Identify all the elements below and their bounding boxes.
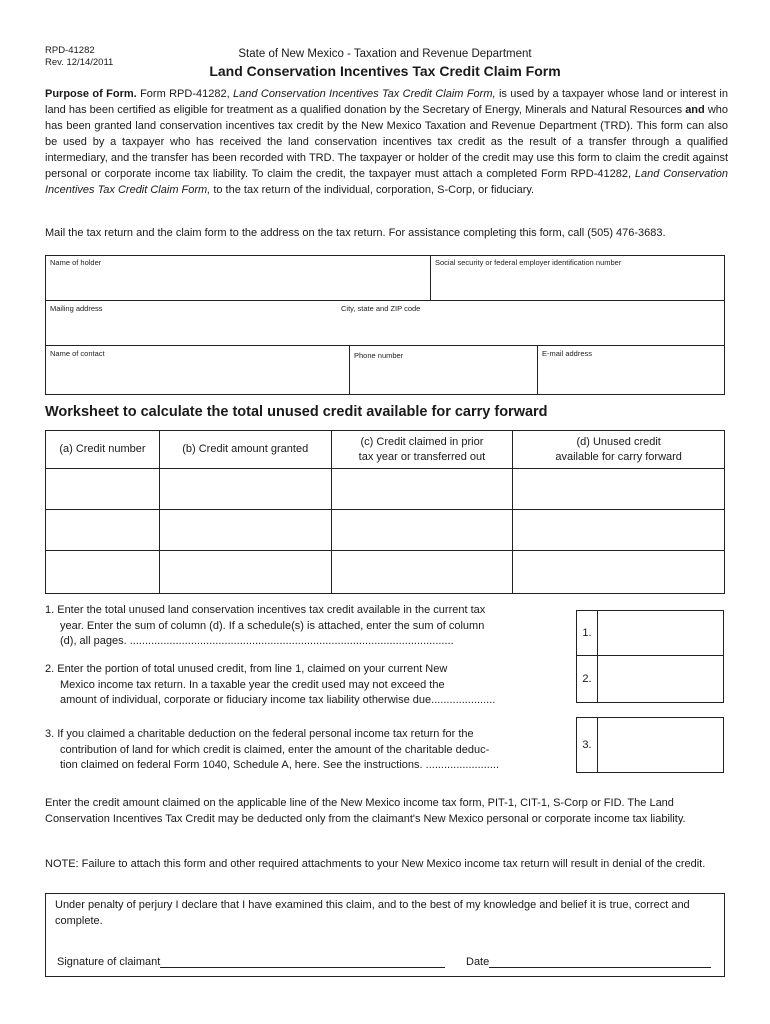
col-c-header-line2: tax year or transferred out xyxy=(358,450,486,463)
phone-field[interactable] xyxy=(349,345,538,395)
mailing-address-field[interactable] xyxy=(45,300,725,346)
signature-field[interactable] xyxy=(57,956,445,968)
cell-credit-number[interactable] xyxy=(46,551,160,594)
col-d-header-line2: available for carry forward xyxy=(555,450,682,463)
cell-unused-credit[interactable] xyxy=(513,551,725,594)
cell-credit-claimed[interactable] xyxy=(331,510,513,551)
cell-credit-number[interactable] xyxy=(46,469,160,510)
ssn-fein-field[interactable] xyxy=(430,255,725,301)
line-3-text xyxy=(45,727,565,774)
line-3-c: tion claimed on federal Form 1040, Schedule A, here. See the instructions. ........................ xyxy=(60,759,500,771)
line-1-number: 1. xyxy=(577,611,598,655)
cell-credit-granted[interactable] xyxy=(159,551,331,594)
revision-date: Rev. 12/14/2011 xyxy=(45,57,114,68)
line-3-input[interactable] xyxy=(576,717,724,773)
table-row xyxy=(46,469,725,510)
agency-name: State of New Mexico - Taxation and Revenue Department xyxy=(238,48,532,60)
line-3-b: contribution of land for which credit is claimed, enter the amount of the charitable deduc- xyxy=(60,743,490,756)
cell-credit-number[interactable] xyxy=(46,510,160,551)
line-2-c: amount of individual, corporate or fiduciary income tax liability otherwise due..................... xyxy=(60,694,496,706)
form-title: Land Conservation Incentives Tax Credit Claim Form xyxy=(209,63,561,79)
claim-instructions: Enter the credit amount claimed on the applicable line of the New Mexico income tax form, PIT-1, CIT-1, S-Corp or FID. The Land Conservation Incentives Tax Credit may be deducted only from the claimant's New Mexico personal or corporate income tax liability. xyxy=(45,797,686,825)
line-2-text xyxy=(45,662,565,709)
contact-name-label: Name of contact xyxy=(50,349,105,358)
perjury-statement: Under penalty of perjury I declare that I have examined this claim, and to the best of my knowledge and belief it is true, correct and complete. xyxy=(55,899,690,927)
table-row xyxy=(46,551,725,594)
holder-name-label: Name of holder xyxy=(50,258,102,267)
purpose-text-3: who has been granted land conservation incentives tax credit by the New Mexico Taxation and Revenue Department (TRD). This form can also be used by a taxpayer who has received the land conservation incentives tax credit as the result of a transfer through a qualified intermediary, and the transfer has been recorded with TRD. The taxpayer or holder of the credit may use this form to claim the credit against personal or corporate income tax liability. To claim the credit, the taxpayer must attach a completed Form RPD-41282, xyxy=(45,104,729,180)
signature-label: Signature of claimant xyxy=(57,956,161,968)
line-1-text xyxy=(45,603,565,650)
mailing-address-label: Mailing address xyxy=(50,304,103,313)
worksheet-header-row xyxy=(46,431,725,469)
col-c-header xyxy=(331,431,513,469)
purpose-text-2: is used by a taxpayer whose land or interest in land has been certified as eligible for treatment as a qualified donation by the Secretary of Energy, Minerals and Natural Resources xyxy=(45,88,728,116)
cell-credit-granted[interactable] xyxy=(159,469,331,510)
line-2-b: Mexico income tax return. In a taxable year the credit used may not exceed the xyxy=(60,678,445,691)
col-c-header-line1: (c) Credit claimed in prior xyxy=(360,435,484,448)
col-b-header: (b) Credit amount granted xyxy=(159,431,331,469)
col-a-header: (a) Credit number xyxy=(46,431,160,469)
perjury-declaration-box xyxy=(45,893,725,977)
city-state-zip-label: City, state and ZIP code xyxy=(341,304,421,313)
phone-label: Phone number xyxy=(354,351,404,360)
cell-credit-claimed[interactable] xyxy=(331,469,513,510)
holder-name-field[interactable] xyxy=(45,255,431,301)
line-1-a: 1. Enter the total unused land conservation incentives tax credit available in the current tax xyxy=(45,604,486,616)
line-3-number: 3. xyxy=(577,718,598,772)
purpose-heading: Purpose of Form. xyxy=(45,88,137,100)
email-field[interactable] xyxy=(537,345,725,395)
cell-credit-claimed[interactable] xyxy=(331,551,513,594)
purpose-form-name: Land Conservation Incentives Tax Credit Claim Form, xyxy=(233,88,496,100)
date-field[interactable] xyxy=(466,956,711,968)
col-d-header-line1: (d) Unused credit xyxy=(576,435,661,448)
date-line xyxy=(489,956,711,968)
mail-instructions: Mail the tax return and the claim form to the address on the tax return. For assistance completing this form, call (505) 476-3683. xyxy=(45,227,666,239)
signature-line xyxy=(160,956,445,968)
worksheet-table xyxy=(45,430,725,594)
table-row xyxy=(46,510,725,551)
worksheet-title: Worksheet to calculate the total unused credit available for carry forward xyxy=(45,404,548,420)
col-d-header xyxy=(513,431,725,469)
line-2-input[interactable] xyxy=(576,655,724,703)
purpose-text-1: Form RPD-41282, xyxy=(140,88,230,100)
purpose-text-4: to the tax return of the individual, corporation, S-Corp, or fiduciary. xyxy=(213,184,535,196)
email-label: E-mail address xyxy=(542,349,593,358)
cell-credit-granted[interactable] xyxy=(159,510,331,551)
form-number: RPD-41282 xyxy=(45,45,95,56)
line-3-a: 3. If you claimed a charitable deduction on the federal personal income tax return for the xyxy=(45,728,474,740)
purpose-paragraph xyxy=(45,86,728,198)
line-1-b: year. Enter the sum of column (d). If a schedule(s) is attached, enter the sum of column xyxy=(60,619,485,632)
cell-unused-credit[interactable] xyxy=(513,510,725,551)
date-label: Date xyxy=(466,956,490,968)
line-2-a: 2. Enter the portion of total unused credit, from line 1, claimed on your current New xyxy=(45,663,448,675)
note-text: NOTE: Failure to attach this form and other required attachments to your New Mexico income tax return will result in denial of the credit. xyxy=(45,858,706,870)
purpose-form-name-2: Land Conservation Incentives Tax Credit Claim Form, xyxy=(45,168,729,196)
line-1-input[interactable] xyxy=(576,610,724,656)
cell-unused-credit[interactable] xyxy=(513,469,725,510)
line-2-number: 2. xyxy=(577,656,598,702)
ssn-fein-label: Social security or federal employer identification number xyxy=(435,258,622,267)
purpose-and: and xyxy=(685,104,705,116)
line-1-c: (d), all pages. .......................................................................................................... xyxy=(60,635,454,647)
contact-name-field[interactable] xyxy=(45,345,350,395)
